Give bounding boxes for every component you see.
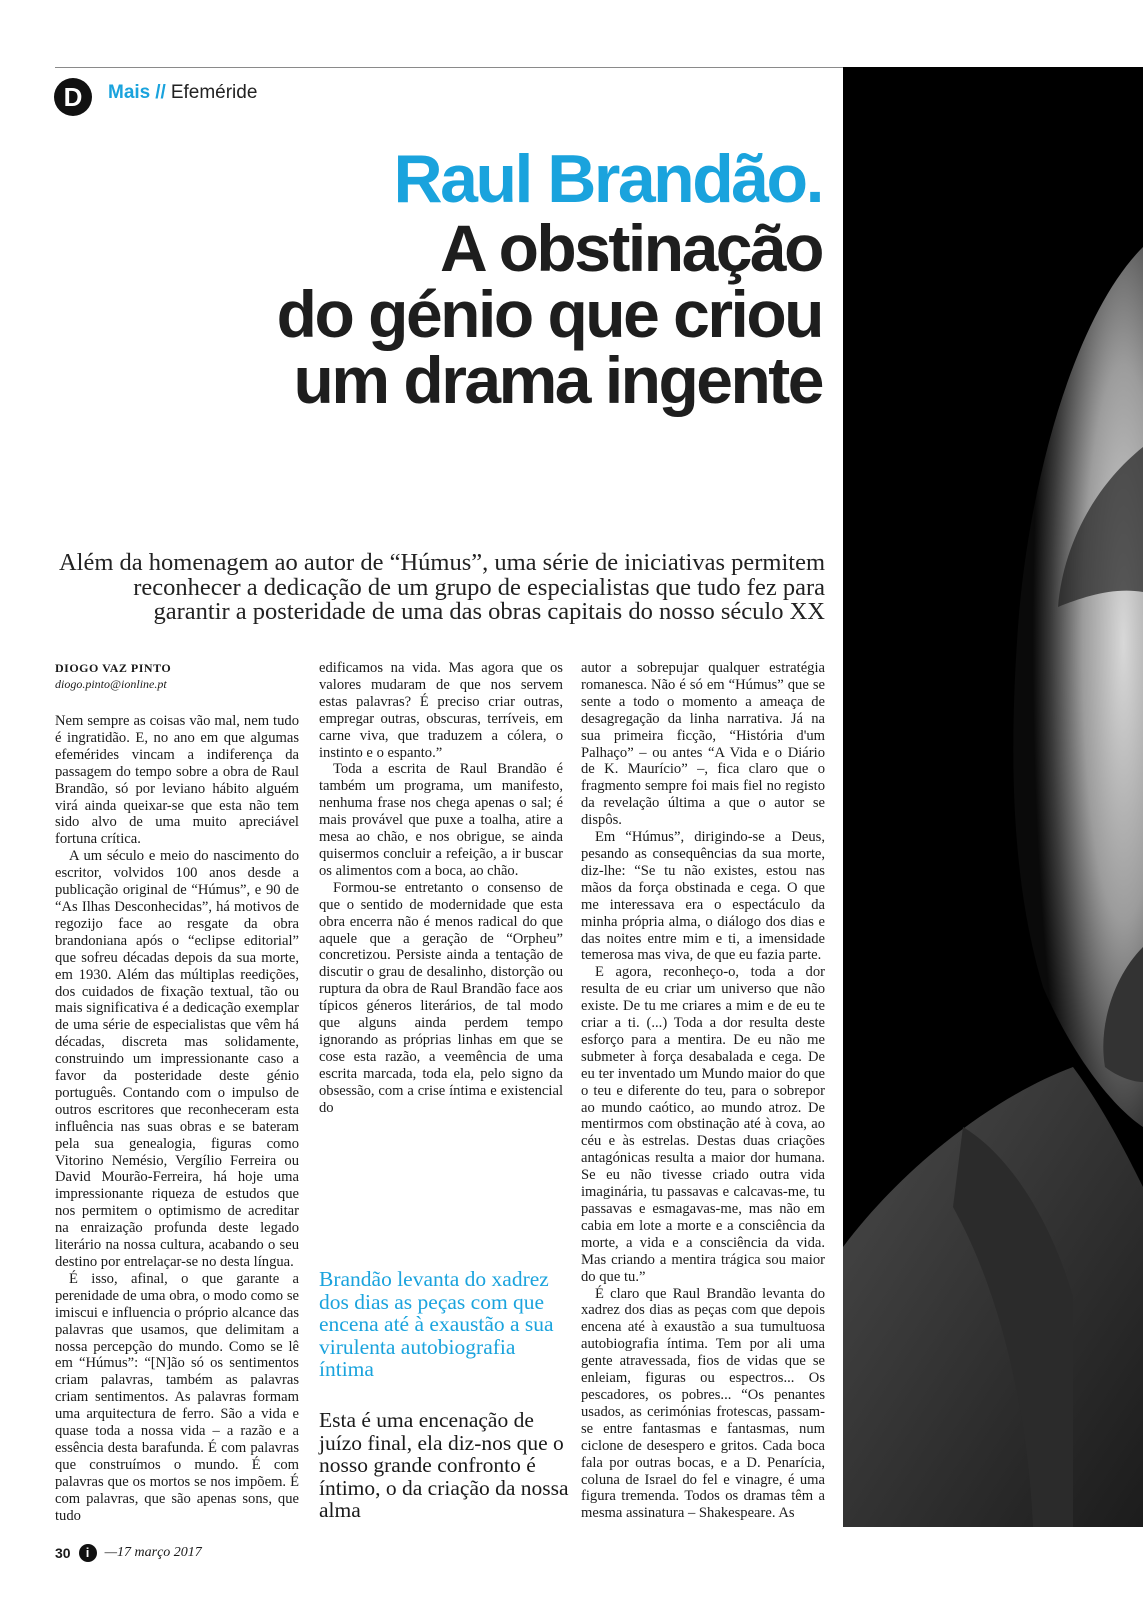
author-email: diogo.pinto@ionline.pt — [55, 677, 167, 691]
paragraph: Toda a escrita de Raul Brandão é também um programa, um manifesto, nenhuma frase nos chega apenas o sal; é mais provável que puxe a toalha, atire a mesa ao chão, e nos obrigue, se ainda quisermos concluir a refeição, a ir buscar os alimentos com a boca, ao chão. — [319, 761, 563, 879]
portrait-image — [843, 67, 1143, 1527]
section-separator: // — [155, 82, 166, 103]
headline-line-1: Raul Brandão. — [393, 141, 822, 217]
paragraph: É claro que Raul Brandão levanta do xadrez dos dias as peças com que depois encena até à exaustão a sua tumultuosa autobiografia íntima. Tem por ali uma gente atravessada, fios de vidas que se enleiam, figuras ou espectros... Os pescadores, os pobres... “Os penantes usados, as cerimónias frotescas, passam-se entre fantasmas e fantasmas, num ciclone de desespero e gritos. Cada boca fala por outras bocas, e a D. Penarícia, coluna de Israel do fel e vinagre, é uma figura tremenda. Todos os dramas têm a mesma assinatura – Shakespeare. As — [581, 1285, 825, 1522]
subsection-name: Efeméride — [170, 82, 258, 103]
headline — [180, 141, 822, 417]
pull-quote-secondary: Esta é uma encenação de juízo final, ela diz-nos que o nosso grande confronto é íntimo, o da criação da nossa alma — [319, 1408, 569, 1522]
paragraph: E agora, reconheço-o, toda a dor resulta de eu criar um universo que não existe. De tu me criares a mim e de eu te criar a ti. (...) Toda a dor resulta deste esforço para a mentira. De eu não me submeter à força desabalada e cega. De eu ter inventado um Mundo maior do que o teu e diferente do teu, para o sobrepor ao mundo caótico, ao mundo atroz. De mentirmos com obstinação até à cova, ao céu e às estrelas. Destas duas criações antagónicas resulta a maior dor humana. Se eu não tivesse criado outra vida imaginária, tu passavas e calcavas-me, tu passavas e esmagavas-me, mas não em cabia em lote a morte e a consciência da morte, a vida e a consciência da vida. Mas criando a mentira trágica sou maior do que tu.” — [581, 964, 825, 1285]
section-label — [108, 80, 257, 106]
headline-line-4: um drama ingente — [293, 343, 822, 417]
page-footer — [55, 1543, 202, 1563]
publication-logo: i — [79, 1544, 97, 1562]
section-name: Mais — [108, 82, 151, 103]
portrait-photo — [843, 67, 1143, 1527]
paragraph: A um século e meio do nascimento do escritor, volvidos 100 anos desde a publicação original de “Húmus”, e 90 de “As Ilhas Desconhecidas”, há motivos de regozijo face ao resgate da obra brandoniana após o “eclipse editorial” que sofreu décadas depois da sua morte, em 1930. Além das múltiplas reedições, dos cuidados de fixação textual, tão ou mais significativa é a dedicação exemplar de uma série de especialistas que vêm há décadas, discreta mas solidamente, construindo um impressionante caso a favor da posteridade deste génio português. Contando com o impulso de outros escritores que reconheceram esta influência nas suas obras e se bateram pela sua genealogia, figuras como Vitorino Nemésio, Vergílio Ferreira ou David Mourão-Ferreira, há hoje uma impressionante riqueza de estudos que nos permitem o optimismo de acreditar na enraização profunda deste legado literário na nossa cultura, acabando o seu destino por entrelaçar-se no desta língua. — [55, 848, 299, 1270]
paragraph: É isso, afinal, o que garante a perenidade de uma obra, o modo como se imiscui e influencia o próprio alcance das palavras que usamos, que delimitam a nossa percepção do mundo. Como se lê em “Húmus”: “[N]ão só os sentimentos criam palavras, também as palavras criam sentimentos. As palavras formam uma arquitectura de ferro. São a vida e quase toda a nossa vida – a razão e a essência desta barafunda. É com palavras que construímos o mundo. É com palavras que os mortos se nos impõem. É com palavras, que são apenas sons, que tudo — [55, 1270, 299, 1524]
byline — [55, 660, 299, 692]
paragraph: Nem sempre as coisas vão mal, nem tudo é ingratidão. E, no ano em que algumas efemérides vincam a indiferença da passagem do tempo sobre a obra de Raul Brandão, só por leviano hábito alguém virá ainda queixar-se que esta não tem sido alvo de uma muito apreciável fortuna crítica. — [55, 713, 299, 848]
standfirst: Além da homenagem ao autor de “Húmus”, uma série de iniciativas permitem reconhecer a dedicação de um grupo de especialistas que tudo fez para garantir a posteridade de uma das obras capitais do nosso século XX — [58, 549, 825, 625]
headline-line-3: do génio que criou — [276, 277, 822, 351]
page-number: 30 — [55, 1545, 71, 1561]
article-column-2 — [319, 660, 563, 1116]
section-logo: D — [54, 78, 92, 116]
headline-line-2: A obstinação — [440, 211, 822, 285]
paragraph: Em “Húmus”, dirigindo-se a Deus, pesando as consequências da sua morte, diz-lhe: “Se tu não existes, estou nas mãos da força obstinada e cega. O que me interessava era o espectáculo da minha própria alma, o diálogo dos dias e das noites entre mim e ti, a imensidade temerosa mas viva, de que eu fazia parte. — [581, 829, 825, 964]
paragraph: Formou-se entretanto o consenso de que o sentido de modernidade que esta obra encerra não é menos radical do que aquele que a geração de “Orpheu” concretizou. Persiste ainda a tentação de discutir o grau de desalinho, distorção ou ruptura da obra de Raul Brandão face aos típicos géneros literários, de tal modo que alguns ainda perdem tempo ignorando as próprias linhas em que se cose esta razão, a veemência de uma escrita marcada, toda ela, pelo signo da obsessão, com a crise íntima e existencial do — [319, 879, 563, 1116]
paragraph: edificamos na vida. Mas agora que os valores mudaram de que nos servem estas palavras? É preciso criar outras, empregar outras, obscuras, terríveis, em carne viva, que traduzem a cólera, o instinto e o espanto.” — [319, 660, 563, 761]
issue-date: —17 março 2017 — [104, 1545, 202, 1560]
article-column-3 — [581, 660, 825, 1522]
paragraph: autor a sobrepujar qualquer estratégia romanesca. Não é só em “Húmus” que se sente a todo o momento a ameaça de desagregação da linha narrativa. Já na sua primeira ficção, “História d'um Palhaço” – ou antes “A Vida e o Diário de K. Maurício” –, fica claro que o fragmento sempre foi mais fiel no registo da revelação última a que o autor se dispôs. — [581, 660, 825, 829]
article-column-1 — [55, 713, 299, 1525]
author-name: DIOGO VAZ PINTO — [55, 661, 172, 675]
pull-quote: Brandão levanta do xadrez dos dias as peças com que encena até à exaustão a sua virulenta autobiografia íntima — [319, 1267, 554, 1381]
